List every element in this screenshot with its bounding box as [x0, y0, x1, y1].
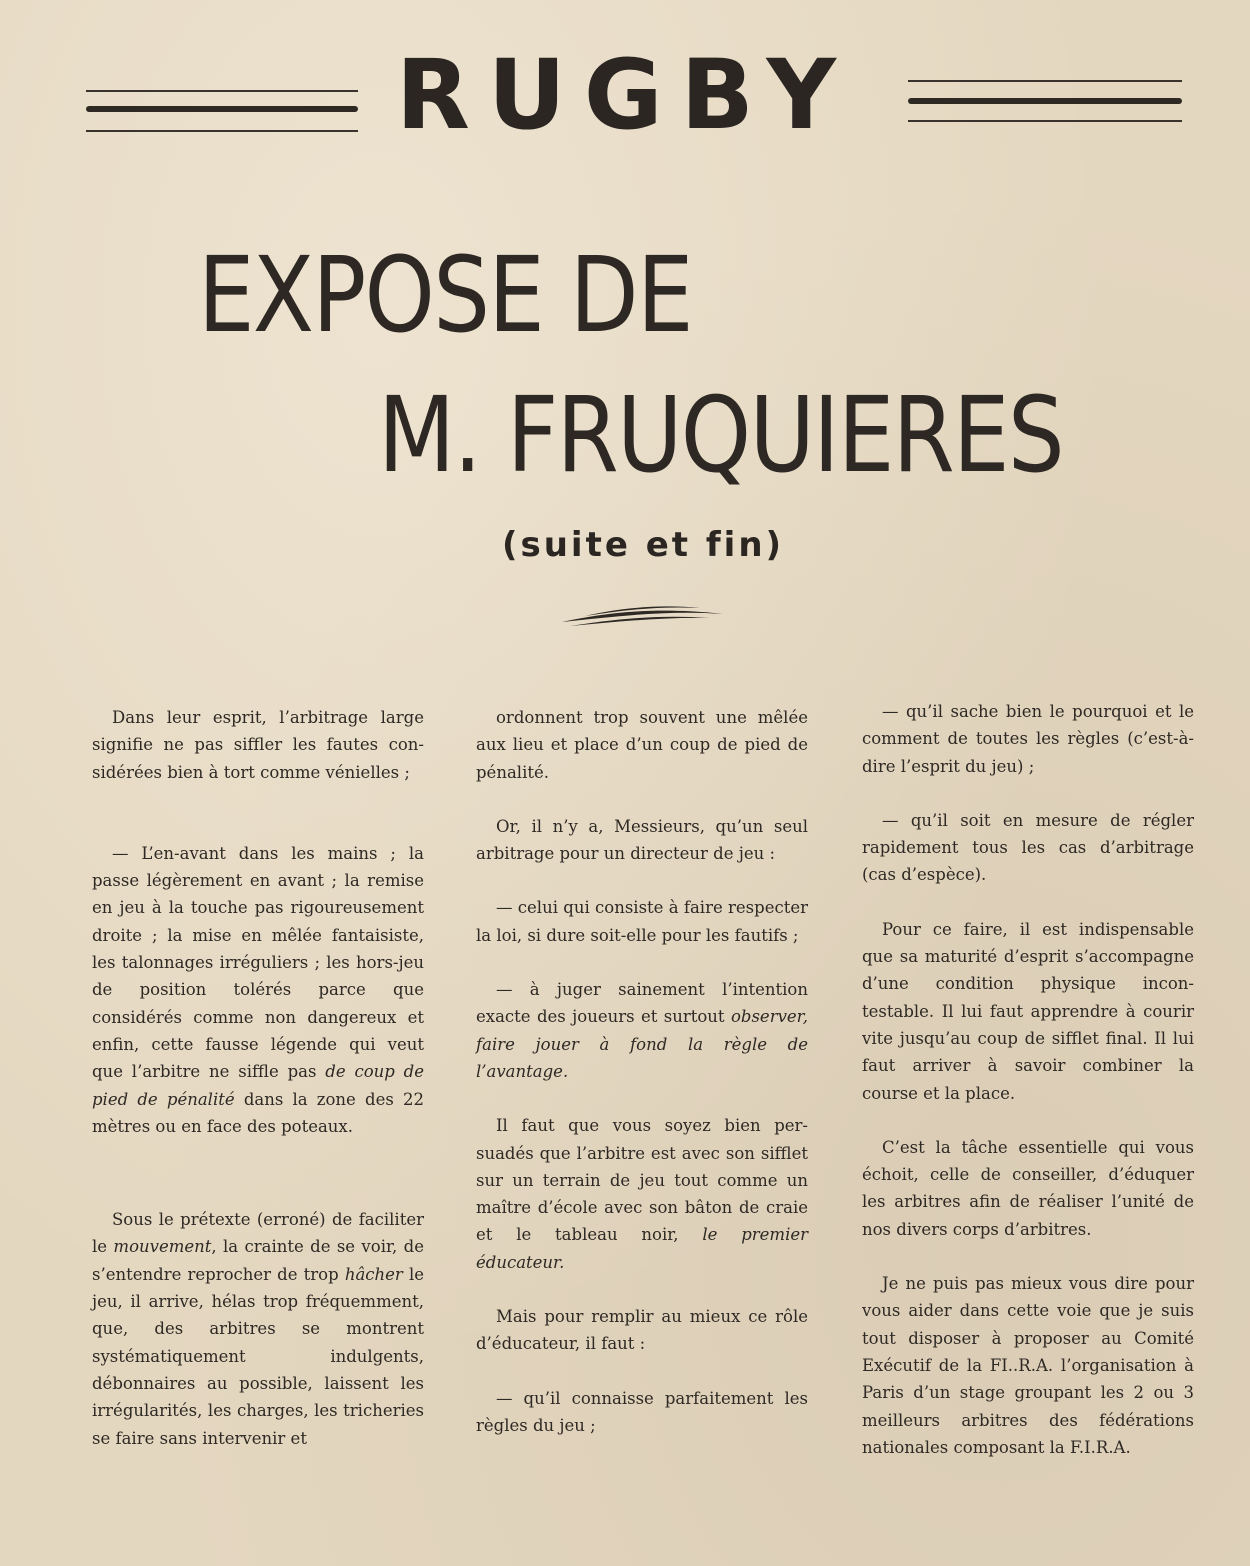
- text-run: Sous le prétexte (erroné) de faciliter le: [92, 1210, 424, 1257]
- text-run: — qu’il sache bien le pourquoi et le comment de toutes les règles (c’est-à-dire l’esprit du jeu) ;: [862, 702, 1194, 776]
- article-paragraph: [476, 894, 808, 949]
- article-paragraph: [862, 916, 1194, 1107]
- text-run: — à juger sainement l’intention exacte des joueurs et surtout: [476, 980, 808, 1027]
- italic-text: le premier éducateur.: [476, 1225, 808, 1272]
- article-column-3: [862, 698, 1194, 1488]
- italic-text: observer, faire jouer à fond la règle de l’avantage.: [476, 1007, 808, 1081]
- text-run: — celui qui consiste à faire respecter la loi, si dure soit-elle pour les fautifs ;: [476, 898, 808, 945]
- article-paragraph: [476, 704, 808, 786]
- text-run: C’est la tâche essentielle qui vous échoit, celle de conseiller, d’éduquer les arbitres afin de réaliser l’unité de nos divers corps d’arbitres.: [862, 1137, 1194, 1239]
- text-run: Dans leur esprit, l’arbitrage large signifie ne pas siffler les fautes considérées bien à tort comme vénielles ;: [92, 708, 424, 782]
- text-run: ordonnent trop souvent une mêlée aux lieu et place d’un coup de pied de pénalité.: [476, 708, 808, 782]
- flourish-ornament: [560, 600, 725, 630]
- text-run: Il faut que vous soyez bien persuadés que l’arbitre est avec son sifflet sur un terrain de jeu tout comme un maître d’école avec son bâton de craie et le tableau noir,: [476, 1116, 808, 1245]
- text-run: , la crainte de se voir, de s’entendre reprocher de trop: [92, 1237, 424, 1284]
- text-run: Je ne puis pas mieux vous dire pour vous aider dans cette voie que je suis tout disposer à proposer au Comité Exécutif de la FI..R.A. l’organisation à Paris d’un stage groupant les 2 ou 3 meilleurs arbitres des fédérations nationales composant la F.I.R.A.: [862, 1274, 1194, 1457]
- text-run: — qu’il soit en mesure de régler rapidement tous les cas d’arbitrage (cas d’espèce).: [862, 810, 1194, 885]
- article-paragraph: [476, 813, 808, 868]
- article-paragraph: [476, 1303, 808, 1358]
- text-run: dans la zone des 22 mètres ou en face des poteaux.: [92, 1089, 424, 1136]
- article-column-2: [476, 704, 808, 1466]
- section-title: RUGBY: [395, 39, 855, 151]
- subtitle: (suite et fin): [501, 525, 785, 565]
- article-paragraph: [862, 698, 1194, 780]
- article-paragraph: [862, 807, 1194, 889]
- section-header: [0, 40, 1250, 150]
- article-paragraph: [476, 1112, 808, 1276]
- italic-text: mouvement: [113, 1237, 212, 1257]
- text-run: Pour ce faire, il est indispensable que sa maturité d’esprit s’accompagne d’une condition physique incontestable. Il lui faut apprendre à courir vite jusqu’au coup de sifflet final. Il lui faut arriver à savoir combiner la course et la place.: [862, 919, 1194, 1103]
- text-run: Or, il n’y a, Messieurs, qu’un seul arbitrage pour un directeur de jeu :: [476, 816, 808, 864]
- text-run: Mais pour remplir au mieux ce rôle d’éducateur, il faut :: [476, 1307, 808, 1354]
- headline-line-2: M. FRUQUIERES: [378, 374, 1063, 496]
- article-column-1: [92, 704, 424, 1479]
- article-paragraph: [862, 1270, 1194, 1461]
- text-run: — L’en-avant dans les mains ; la passe légèrement en avant ; la remise en jeu à la touche pas rigoureusement droite ; la mise en mêlée fantaisiste, les talonnages irréguliers ; les hors-jeu de position tolérés parce que considérés comme non dangereux et enfin, cette fausse légende qui veut que l’arbitre ne siffle pas: [92, 843, 424, 1082]
- article-paragraph: [476, 1385, 808, 1440]
- article-paragraph: [862, 1134, 1194, 1243]
- article-paragraph: [92, 1206, 424, 1452]
- article-paragraph: [92, 840, 424, 1140]
- italic-text: hâcher: [344, 1264, 403, 1284]
- article-paragraph: [476, 976, 808, 1085]
- text-run: le jeu, il arrive, hélas trop fréquemment, que, des arbitres se montrent systématiquement indulgents, débonnaires au possible, laissent les irrégularités, les charges, les tricheries se faire sans intervenir et: [92, 1264, 424, 1448]
- left-decorative-rule: [86, 90, 358, 134]
- text-run: — qu’il connaisse parfaitement les règles du jeu ;: [476, 1388, 808, 1435]
- headline-line-1: EXPOSE DE: [198, 234, 692, 356]
- italic-text: de coup de pied de pénalité: [92, 1062, 424, 1109]
- article-paragraph: [92, 704, 424, 786]
- right-decorative-rule: [908, 80, 1182, 124]
